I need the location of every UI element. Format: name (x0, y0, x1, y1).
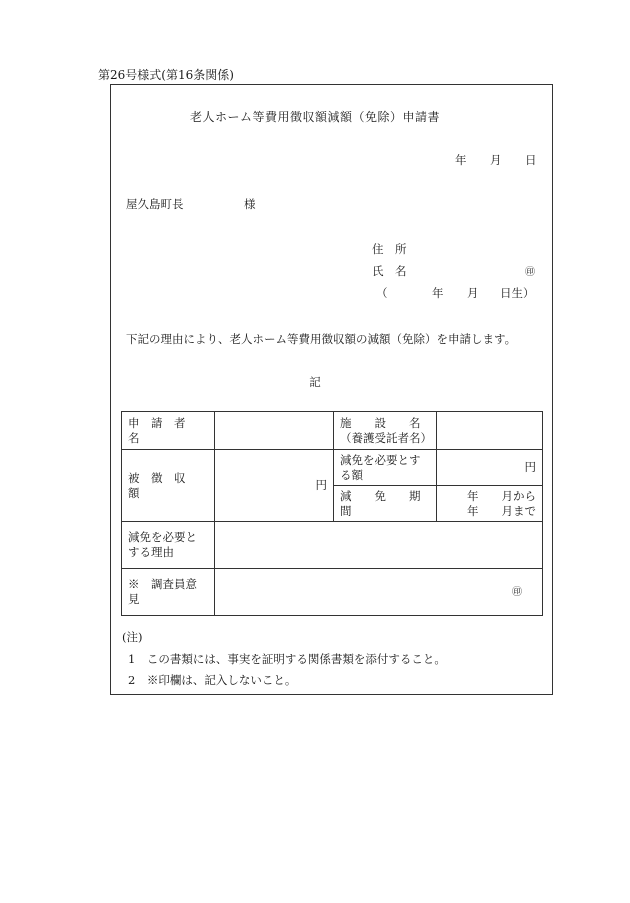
applicant-name-label: 申 請 者 名 (122, 412, 215, 450)
addressee: 屋久島町長 (126, 197, 184, 211)
period-to: 年 月まで (467, 503, 536, 518)
facility-sub-text: （養護受託者名） (340, 430, 432, 445)
facility-name-text: 施 設 名 (340, 415, 421, 430)
yen-unit: 円 (524, 460, 536, 474)
notes-heading: (注) (122, 630, 143, 644)
ki-heading: 記 (309, 375, 321, 389)
investigator-cell[interactable] (215, 569, 543, 616)
collected-amount-label: 被 徴 収 額 (122, 450, 215, 522)
applicant-name-cell[interactable] (215, 412, 334, 450)
address-label: 住 所 (372, 242, 407, 256)
reason-cell[interactable] (215, 522, 543, 569)
facility-name-cell[interactable] (437, 412, 543, 450)
birth-year: 年 (432, 286, 444, 300)
table-row (122, 522, 543, 569)
reduction-period-label: 減 免 期 間 (334, 486, 437, 522)
reduction-amount-cell[interactable] (437, 450, 543, 486)
table-row (122, 412, 543, 450)
honorific: 様 (244, 197, 256, 211)
request-statement: 下記の理由により、老人ホーム等費用徴収額の減額（免除）を申請します。 (126, 332, 517, 346)
reason-label: 減免を必要とする理由 (122, 522, 215, 569)
date-year: 年 (455, 153, 467, 167)
collected-amount-cell[interactable] (215, 450, 334, 522)
birth-month: 月 (467, 286, 479, 300)
name-label: 氏 名 (372, 264, 407, 278)
date-month: 月 (490, 153, 502, 167)
birth-open: （ (376, 286, 388, 300)
reduction-amount-label: 減免を必要とする額 (334, 450, 437, 486)
period-from: 年 月から (467, 488, 536, 503)
form-number-label: 第26号様式(第16条関係) (98, 68, 234, 82)
seal-mark: ㊞ (525, 267, 535, 278)
reduction-period-cell[interactable] (437, 486, 543, 522)
table-row (122, 450, 543, 486)
seal-mark: ㊞ (512, 587, 522, 598)
table-row (122, 569, 543, 616)
note-item-2: 2 ※印欄は、記入しないこと。 (128, 673, 297, 687)
document-title: 老人ホーム等費用徴収額減額（免除）申請書 (189, 110, 440, 124)
note-item-1: 1 この書類には、事実を証明する関係書類を添付すること。 (128, 652, 446, 666)
date-day: 日 (525, 153, 537, 167)
birth-day: 日生） (500, 286, 535, 300)
facility-name-label (334, 412, 437, 450)
application-table (121, 411, 543, 616)
yen-unit: 円 (315, 478, 327, 492)
investigator-label: ※ 調査員意見 (122, 569, 215, 616)
